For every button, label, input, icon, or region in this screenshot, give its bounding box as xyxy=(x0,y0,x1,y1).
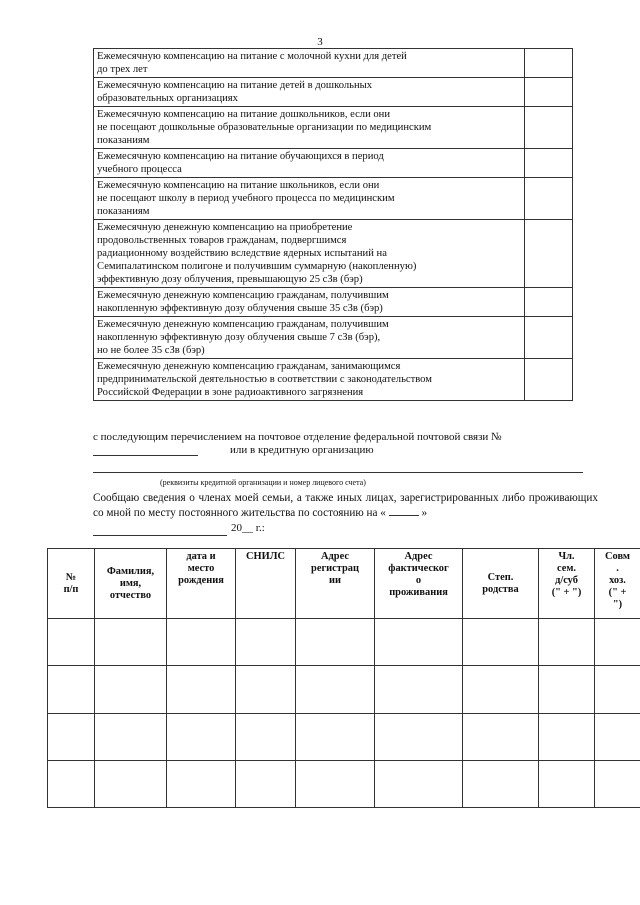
table-cell[interactable] xyxy=(463,760,539,807)
table-cell[interactable] xyxy=(539,666,595,713)
table-cell[interactable] xyxy=(95,619,167,666)
table-cell[interactable] xyxy=(95,760,167,807)
compensation-text: Ежемесячную денежную компенсацию гражданам, получившим накопленную эффективную дозу облучения свыше 7 сЗв (бэр), но не более 35 сЗв (бэр) xyxy=(94,317,525,359)
compensation-row xyxy=(94,178,573,220)
compensation-text: Ежемесячную денежную компенсацию гражданам, занимающимся предпринимательской деятельностью в соответствии с законодательством Российской Федерации в зоне радиоактивного загрязнения xyxy=(94,359,525,401)
compensation-text: Ежемесячную компенсацию на питание дошкольников, если они не посещают дошкольные образовательные организации по медицинским показаниям xyxy=(94,107,525,149)
compensation-row xyxy=(94,359,573,401)
compensation-check-cell[interactable] xyxy=(524,107,572,149)
table-cell[interactable] xyxy=(236,619,296,666)
credit-org-text: или в кредитную организацию xyxy=(230,444,374,456)
family-info-text: Сообщаю сведения о членах моей семьи, а также иных лицах, зарегистрированных либо проживающих со мной по месту постоянного жительства по состоянию на xyxy=(93,492,598,519)
table-cell[interactable] xyxy=(296,713,375,760)
header-actual-address: Адрес фактическог о проживания xyxy=(375,549,463,619)
compensation-text: Ежемесячную компенсацию на питание с молочной кухни для детей до трех лет xyxy=(94,49,525,78)
compensation-table xyxy=(93,48,573,401)
date-day-field[interactable] xyxy=(389,515,419,516)
table-cell[interactable] xyxy=(296,760,375,807)
table-cell[interactable] xyxy=(595,713,640,760)
header-relation: Степ. родства xyxy=(463,549,539,619)
table-cell[interactable] xyxy=(375,666,463,713)
compensation-row xyxy=(94,288,573,317)
compensation-check-cell[interactable] xyxy=(524,317,572,359)
table-cell[interactable] xyxy=(48,760,95,807)
compensation-check-cell[interactable] xyxy=(524,359,572,401)
compensation-text: Ежемесячную компенсацию на питание детей в дошкольных образовательных организациях xyxy=(94,78,525,107)
table-cell[interactable] xyxy=(539,760,595,807)
date-open-quote: « xyxy=(380,507,386,519)
table-cell[interactable] xyxy=(539,619,595,666)
compensation-check-cell[interactable] xyxy=(524,288,572,317)
table-cell[interactable] xyxy=(167,713,236,760)
compensation-text: Ежемесячную денежную компенсацию гражданам, получившим накопленную эффективную дозу облучения свыше 35 сЗв (бэр) xyxy=(94,288,525,317)
header-joint-household: Совм . хоз. (" + ") xyxy=(595,549,640,619)
table-row xyxy=(48,760,640,807)
date-close-quote: » xyxy=(421,507,428,519)
compensation-check-cell[interactable] xyxy=(524,220,572,288)
header-birth: дата и место рождения xyxy=(167,549,236,619)
header-number: № п/п xyxy=(48,549,95,619)
compensation-check-cell[interactable] xyxy=(524,49,572,78)
table-cell[interactable] xyxy=(595,666,640,713)
table-cell[interactable] xyxy=(236,760,296,807)
date-year-label: 20__ г.: xyxy=(231,522,265,534)
compensation-row xyxy=(94,107,573,149)
compensation-row xyxy=(94,49,573,78)
table-cell[interactable] xyxy=(595,619,640,666)
table-cell[interactable] xyxy=(375,713,463,760)
table-cell[interactable] xyxy=(167,666,236,713)
table-cell[interactable] xyxy=(236,713,296,760)
compensation-text: Ежемесячную компенсацию на питание обучающихся в период учебного процесса xyxy=(94,149,525,178)
table-cell[interactable] xyxy=(236,666,296,713)
table-row xyxy=(48,666,640,713)
table-row xyxy=(48,619,640,666)
compensation-check-cell[interactable] xyxy=(524,78,572,107)
family-info-paragraph xyxy=(93,491,598,521)
table-cell[interactable] xyxy=(539,713,595,760)
table-cell[interactable] xyxy=(463,713,539,760)
postal-transfer-text: с последующим перечислением на почтовое отделение федеральной почтовой связи № xyxy=(93,431,502,443)
page-number: 3 xyxy=(317,36,323,48)
table-cell[interactable] xyxy=(375,619,463,666)
bank-details-caption: (реквизиты кредитной организации и номер лицевого счета) xyxy=(160,478,366,487)
compensation-row xyxy=(94,220,573,288)
table-row xyxy=(48,713,640,760)
table-cell[interactable] xyxy=(167,760,236,807)
header-full-name: Фамилия, имя, отчество xyxy=(95,549,167,619)
compensation-row xyxy=(94,317,573,359)
compensation-check-cell[interactable] xyxy=(524,178,572,220)
compensation-check-cell[interactable] xyxy=(524,149,572,178)
postal-office-number-field[interactable] xyxy=(93,455,198,456)
table-cell[interactable] xyxy=(595,760,640,807)
table-cell[interactable] xyxy=(48,713,95,760)
family-members-table xyxy=(47,548,640,808)
table-cell[interactable] xyxy=(296,619,375,666)
compensation-row xyxy=(94,149,573,178)
compensation-row xyxy=(94,78,573,107)
table-cell[interactable] xyxy=(375,760,463,807)
table-cell[interactable] xyxy=(167,619,236,666)
table-cell[interactable] xyxy=(95,713,167,760)
compensation-text: Ежемесячную денежную компенсацию на приобретение продовольственных товаров гражданам, подвергшимся радиационному воздействию вследствие ядерных испытаний на Семипалатинском полигоне и получившим суммарную (накопленную) эффективную дозу облучения, превышающую 25 сЗв (бэр) xyxy=(94,220,525,288)
date-month-field[interactable] xyxy=(93,535,227,536)
table-cell[interactable] xyxy=(48,666,95,713)
table-cell[interactable] xyxy=(463,666,539,713)
compensation-text: Ежемесячную компенсацию на питание школьников, если они не посещают школу в период учебного процесса по медицинским показаниям xyxy=(94,178,525,220)
header-snils: СНИЛС xyxy=(236,549,296,619)
table-cell[interactable] xyxy=(463,619,539,666)
table-cell[interactable] xyxy=(296,666,375,713)
header-reg-address: Адрес регистрац ии xyxy=(296,549,375,619)
bank-details-field[interactable] xyxy=(93,472,583,473)
table-cell[interactable] xyxy=(48,619,95,666)
table-cell[interactable] xyxy=(95,666,167,713)
header-family-member: Чл. сем. д/суб (" + ") xyxy=(539,549,595,619)
